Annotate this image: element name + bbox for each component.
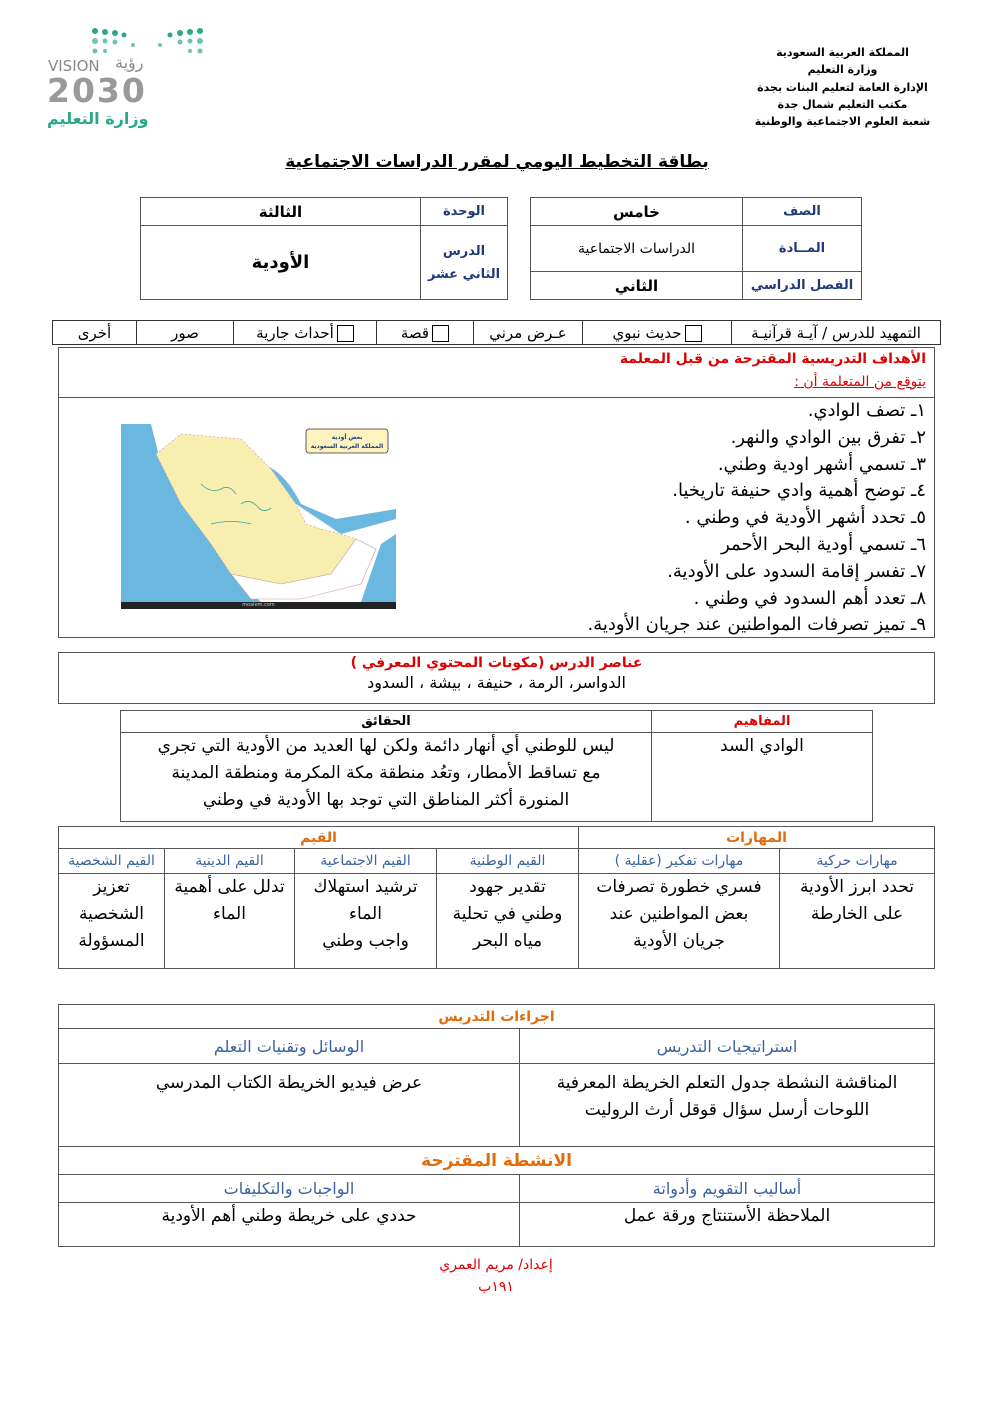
page-title: بطاقة التخطيط اليومي لمقرر الدراسات الاجتماعية (285, 152, 709, 172)
grade-label: الصف (743, 198, 862, 226)
elements-title: عناصر الدرس (مكونات المحتوي المعرفي ) (350, 655, 643, 671)
cell-line: الماء (213, 904, 246, 924)
lesson-label-line: الدرس (442, 243, 486, 259)
facts-label: الحقائق (121, 711, 652, 733)
column-cell (165, 874, 295, 969)
cell-line: وطني في تحلية (452, 904, 563, 924)
intro-events-option[interactable] (234, 321, 377, 345)
objective-item: ٧ـ تفسر إقامة السدود على الأودية. (667, 560, 926, 582)
cell-line: تحدد ابرز الأودية (799, 877, 915, 897)
cell-line: فسري خطورة تصرفات (596, 877, 762, 897)
fact-line: المنورة أكثر المناطق التي توجد بها الأودية في وطني (202, 790, 570, 810)
cell-line: ترشيد استهلاك (313, 877, 418, 897)
skills-label: المهارات (579, 827, 935, 849)
header-line: مكتب التعليم شمال جدة (777, 97, 908, 111)
objectives-title: الأهداف التدريسية المقترحة من قبل المعلمة (619, 351, 926, 367)
objective-item: ٢ـ تفرق بين الوادي والنهر. (730, 426, 926, 448)
lesson-label-line: الثاني عشر (427, 266, 501, 282)
assessment-value: الملاحظة الأستنتاج ورقة عمل (520, 1203, 935, 1247)
lesson-value: الأودية (141, 226, 421, 300)
intro-story-option[interactable] (377, 321, 474, 345)
cell-line: تدلل على أهمية (174, 877, 285, 897)
fact-line: مع تساقط الأمطار، وتعُد منطقة مكة المكرمة ومنطقة المدينة (171, 763, 601, 783)
map-image (121, 424, 396, 602)
option-label: صور (171, 323, 199, 342)
cell-line: تعزيز (93, 877, 130, 897)
facts-value (121, 733, 652, 822)
skills-values-table (58, 826, 935, 969)
intro-other-option[interactable] (53, 321, 137, 345)
grade-subject-table (530, 197, 862, 300)
intro-display-option[interactable] (474, 321, 583, 345)
assessment-label: أساليب التقويم وأدواتة (520, 1175, 935, 1203)
subject-label: المــادة (743, 226, 862, 272)
map-title-line: المملكة العربية السعودية (310, 443, 384, 450)
tools-label: الوسائل وتقنيات التعلم (59, 1029, 520, 1064)
cell-line: الشخصية (78, 904, 145, 924)
cell-line: المسؤولة (78, 931, 145, 951)
header-line: شعبة العلوم الاجتماعية والوطنية (754, 115, 931, 129)
concepts-label: المفاهيم (652, 711, 873, 733)
unit-value: الثالثة (141, 198, 421, 226)
org-header (745, 44, 940, 130)
term-value: الثاني (531, 272, 743, 300)
cell-line: تقدير جهود (469, 877, 546, 897)
cell-line: على الخارطة (810, 904, 904, 924)
strategy-line: اللوحات أرسل سؤال قوقل أرث الروليت (584, 1100, 870, 1120)
activities-title: الانشطة المقترحة (59, 1147, 935, 1175)
procedures-table (58, 1004, 935, 1247)
column-header: مهارات حركية (780, 849, 935, 874)
column-cell (579, 874, 780, 969)
map-credit: moalem.com (242, 602, 275, 608)
objective-item: ٤ـ توضح أهمية وادي حنيفة تاريخيا. (672, 480, 926, 502)
grade-value: خامس (531, 198, 743, 226)
checkbox-icon[interactable] (337, 325, 354, 342)
strategy-line: المناقشة النشطة جدول التعلم الخريطة المعرفية (556, 1073, 898, 1093)
option-label: عـرض مرني (489, 323, 567, 342)
concepts-facts-table (120, 710, 873, 822)
objectives-subtitle: يتوقع من المتعلمة أن : (794, 374, 926, 390)
column-header: القيم الوطنية (437, 849, 579, 874)
concepts-value: الوادي السد (652, 733, 873, 822)
objective-item: ٨ـ تعدد أهم السدود في وطني . (693, 587, 926, 609)
cell-line: مياه البحر (472, 931, 543, 951)
map-title-line: بعض أودية (331, 434, 363, 441)
column-header: القيم الاجتماعية (295, 849, 437, 874)
cell-line: بعض المواطنين عند (609, 904, 749, 924)
objectives-header (58, 347, 935, 398)
cell-line: جريان الأودية (633, 931, 725, 951)
objective-item: ٦ـ تسمي أودية البحر الأحمر (721, 533, 926, 555)
logo-vision-ar: رؤية (115, 53, 144, 72)
intro-images-option[interactable] (137, 321, 234, 345)
cell-line: واجب وطني (322, 931, 409, 951)
option-label: أحداث جارية (256, 323, 334, 342)
column-cell (437, 874, 579, 969)
logo-year: 2030 (47, 71, 147, 110)
intro-quran-option[interactable] (732, 321, 941, 345)
procedures-title: اجراءات التدريس (59, 1005, 935, 1029)
saudi-valleys-map (121, 424, 396, 609)
header-line: الإدارة العامة لتعليم البنات بجدة (757, 80, 928, 94)
checkbox-icon[interactable] (432, 325, 449, 342)
option-label: قصة (400, 323, 430, 342)
objective-item: ٥ـ تحدد أشهر الأودية في وطني . (684, 507, 926, 529)
author-code: ١٩١ب (478, 1279, 514, 1295)
objective-item: ٩ـ تميز تصرفات المواطنين عند جريان الأودية. (587, 614, 926, 636)
cell-line: الماء (349, 904, 382, 924)
lesson-label (421, 226, 508, 300)
option-label: حديث نبوي (612, 323, 682, 342)
column-header: القيم الدينية (165, 849, 295, 874)
subject-value: الدراسات الاجتماعية (531, 226, 743, 272)
logo-vision-text: VISION (48, 57, 100, 75)
term-label: الفصل الدراسي (743, 272, 862, 300)
values-label: القيم (59, 827, 579, 849)
checkbox-icon[interactable] (685, 325, 702, 342)
lesson-intro-options (52, 320, 941, 345)
homework-value: حددي على خريطة وطني أهم الأودية (59, 1203, 520, 1247)
intro-hadith-option[interactable] (583, 321, 732, 345)
objective-item: ٣ـ تسمي أشهر اودية وطني. (717, 453, 926, 475)
column-cell (295, 874, 437, 969)
column-header: مهارات تفكير (عقلية ) (579, 849, 780, 874)
objective-item: ١ـ تصف الوادي. (807, 400, 926, 421)
unit-lesson-table (140, 197, 508, 300)
strategies-value (520, 1064, 935, 1147)
elements-text: الدواسر، الرمة ، حنيفة ، بيشة ، السدود (367, 673, 626, 692)
fact-line: ليس للوطني أي أنهار دائمة ولكن لها العديد من الأودية التي تجري (157, 736, 615, 756)
header-line: المملكة العربية السعودية (776, 46, 909, 59)
objectives-list (588, 398, 926, 639)
unit-label: الوحدة (421, 198, 508, 226)
lesson-elements (58, 652, 935, 704)
column-cell (59, 874, 165, 969)
header-line: وزارة التعليم (807, 63, 878, 77)
column-header: القيم الشخصية (59, 849, 165, 874)
option-label: أخرى (77, 323, 112, 342)
author-credit: إعداد/ مريم العمري (439, 1257, 553, 1273)
vision-2030-logo (45, 25, 210, 133)
option-label: التمهيد للدرس / آيـة قرآنيـة (751, 323, 921, 342)
homework-label: الواجبات والتكليفات (59, 1175, 520, 1203)
footer (400, 1254, 592, 1298)
strategies-label: استراتيجيات التدريس (520, 1029, 935, 1064)
logo-ministry: وزارة التعليم (47, 109, 149, 128)
tools-value: عرض فيديو الخريطة الكتاب المدرسي (59, 1064, 520, 1147)
column-cell (780, 874, 935, 969)
